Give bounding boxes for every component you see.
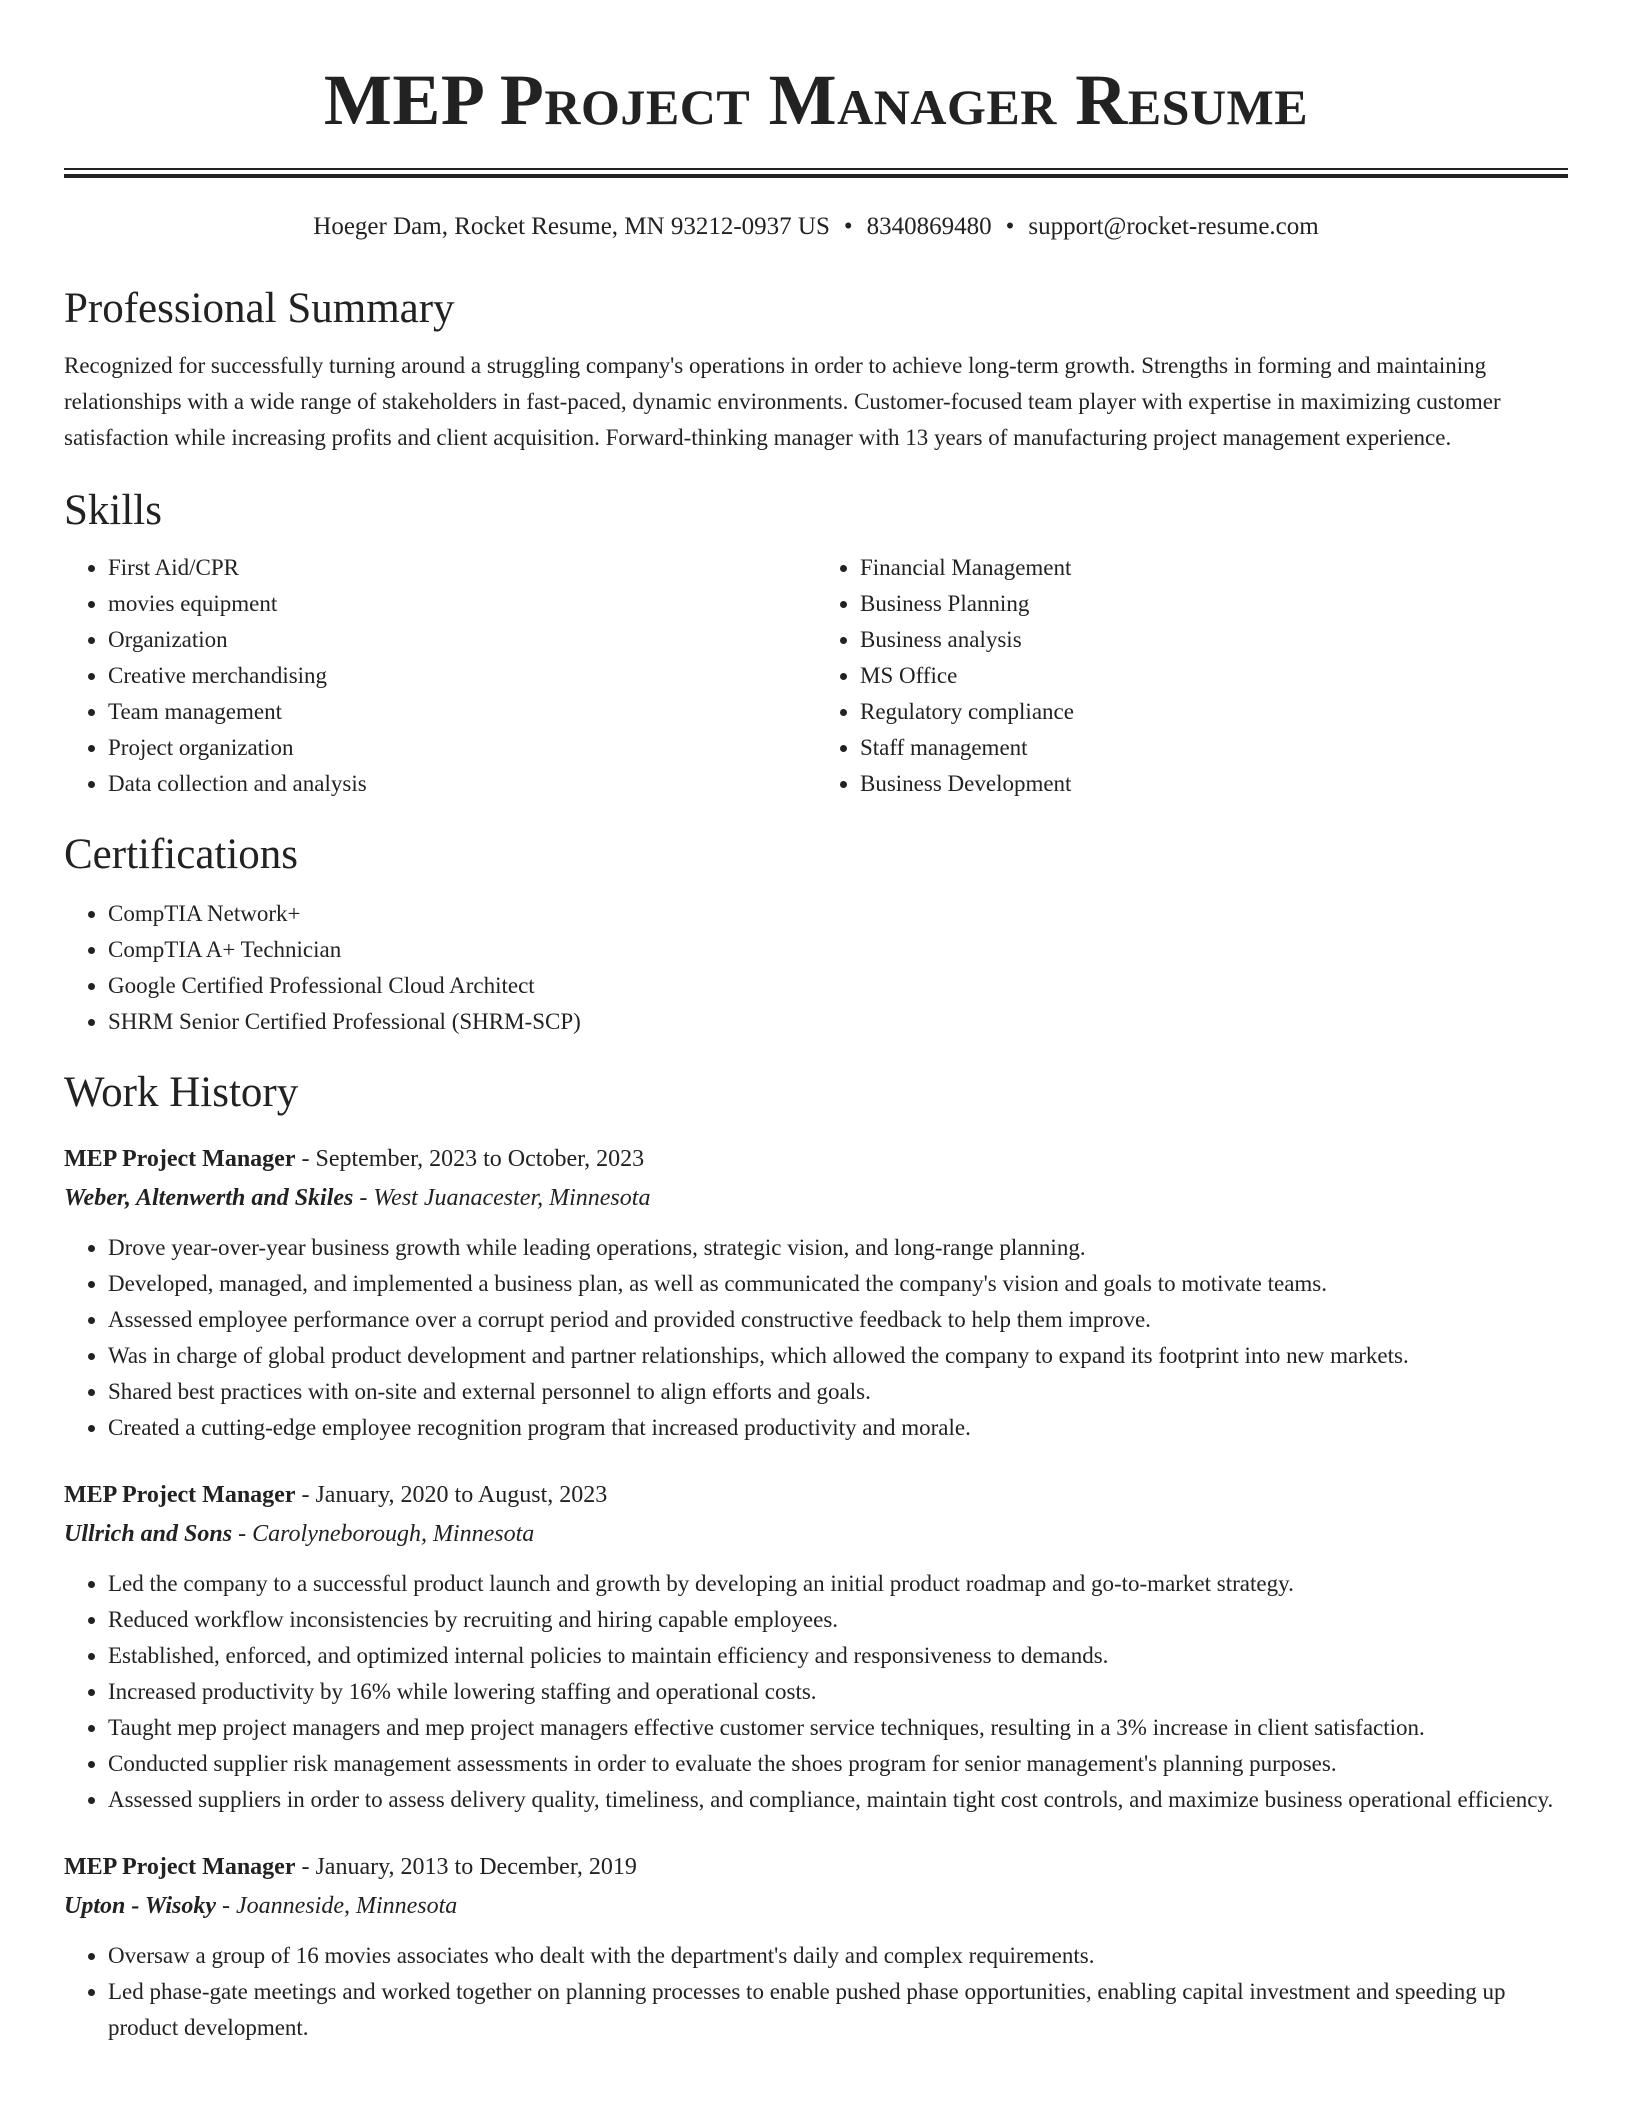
certification-item: • CompTIA A+ Technician xyxy=(108,932,1568,968)
job-bullet: • Assessed employee performance over a corrupt period and provided constructive feedback to help them improve. xyxy=(108,1302,1568,1338)
job-location: West Juanacester, Minnesota xyxy=(373,1185,651,1211)
job-bullet: • Drove year-over-year business growth while leading operations, strategic vision, and long-range planning. xyxy=(108,1230,1568,1266)
skill-item: • Project organization xyxy=(108,730,816,766)
job-title-line xyxy=(64,1848,1568,1886)
resume-title: MEP Project Manager Resume xyxy=(323,60,1309,140)
skill-item: • Business analysis xyxy=(860,622,1568,658)
resume-page xyxy=(64,0,1568,2112)
job-bullet: • Reduced workflow inconsistencies by recruiting and hiring capable employees. xyxy=(108,1602,1568,1638)
job-bullet: • Assessed suppliers in order to assess delivery quality, timeliness, and compliance, maintain tight cost controls, and maximize business operational efficiency. xyxy=(108,1782,1568,1818)
job-bullet: • Increased productivity by 16% while lowering staffing and operational costs. xyxy=(108,1674,1568,1710)
skill-item: • Regulatory compliance xyxy=(860,694,1568,730)
job-bullets xyxy=(64,1230,1568,1446)
job-entry xyxy=(64,1848,1568,2046)
skill-item: • First Aid/CPR xyxy=(108,550,816,586)
skills-columns xyxy=(64,550,1568,802)
job-bullet: • Taught mep project managers and mep project managers effective customer service techniques, resulting in a 3% increase in client satisfaction. xyxy=(108,1710,1568,1746)
job-dash: - xyxy=(295,1146,316,1172)
job-employer: Weber, Altenwerth and Skiles xyxy=(64,1185,354,1211)
job-bullet: • Established, enforced, and optimized internal policies to maintain efficiency and responsiveness to demands. xyxy=(108,1638,1568,1674)
job-bullet: • Conducted supplier risk management assessments in order to evaluate the shoes program for senior management's planning purposes. xyxy=(108,1746,1568,1782)
contact-separator: • xyxy=(843,213,853,240)
work-history-heading: Work History xyxy=(64,1069,299,1116)
skill-item: • Business Development xyxy=(860,766,1568,802)
skill-item: • Business Planning xyxy=(860,586,1568,622)
job-dates: September, 2023 to October, 2023 xyxy=(315,1146,645,1172)
contact-separator: • xyxy=(1005,213,1015,240)
job-dates: January, 2020 to August, 2023 xyxy=(315,1482,608,1508)
skill-item: • Staff management xyxy=(860,730,1568,766)
job-employer-line xyxy=(64,1178,1568,1218)
job-employer-line xyxy=(64,1886,1568,1926)
job-dash: - xyxy=(353,1185,374,1211)
certifications-list xyxy=(64,896,1568,1040)
skill-item: • MS Office xyxy=(860,658,1568,694)
job-entry xyxy=(64,1476,1568,1818)
job-employer-line xyxy=(64,1514,1568,1554)
job-employer: Ullrich and Sons xyxy=(64,1521,233,1547)
job-dash: - xyxy=(232,1521,253,1547)
job-entry xyxy=(64,1140,1568,1446)
skills-list-left xyxy=(64,550,816,802)
certifications-heading: Certifications xyxy=(64,831,299,878)
skills-heading: Skills xyxy=(64,487,162,534)
job-title-line xyxy=(64,1476,1568,1514)
skills-list-right xyxy=(816,550,1568,802)
summary-text: Recognized for successfully turning around a struggling company's operations in order to achieve long-term growth. Strengths in forming and maintaining relationships with a wide range of stakeholders in fast-paced, dynamic environments. Customer-focused team player with expertise in maximizing customer satisfaction while increasing profits and client acquisition. Forward-thinking manager with 13 years of manufacturing project management experience. xyxy=(64,353,1501,450)
contact-email: support@rocket-resume.com xyxy=(1028,213,1319,240)
job-bullet: • Shared best practices with on-site and external personnel to align efforts and goals. xyxy=(108,1374,1568,1410)
job-location: Carolyneborough, Minnesota xyxy=(252,1521,535,1547)
certification-item: • SHRM Senior Certified Professional (SHRM-SCP) xyxy=(108,1004,1568,1040)
job-dash: - xyxy=(216,1893,237,1919)
job-role: MEP Project Manager xyxy=(64,1854,296,1880)
job-title-line xyxy=(64,1140,1568,1178)
title-divider xyxy=(64,168,1568,178)
summary-heading: Professional Summary xyxy=(64,285,455,332)
skill-item: • Team management xyxy=(108,694,816,730)
job-bullet: • Led phase-gate meetings and worked together on planning processes to enable pushed phase opportunities, enabling capital investment and speeding up product development. xyxy=(108,1974,1568,2046)
job-location: Joanneside, Minnesota xyxy=(236,1893,458,1919)
job-bullet: • Led the company to a successful product launch and growth by developing an initial product roadmap and go-to-market strategy. xyxy=(108,1566,1568,1602)
job-bullet: • Was in charge of global product development and partner relationships, which allowed the company to expand its footprint into new markets. xyxy=(108,1338,1568,1374)
contact-line xyxy=(64,212,1568,242)
job-bullet: • Developed, managed, and implemented a business plan, as well as communicated the company's vision and goals to motivate teams. xyxy=(108,1266,1568,1302)
job-dash: - xyxy=(295,1854,316,1880)
job-employer: Upton - Wisoky xyxy=(64,1893,217,1919)
skill-item: • Data collection and analysis xyxy=(108,766,816,802)
skill-item: • Creative merchandising xyxy=(108,658,816,694)
job-role: MEP Project Manager xyxy=(64,1482,296,1508)
job-bullets xyxy=(64,1566,1568,1818)
certification-item: • Google Certified Professional Cloud Architect xyxy=(108,968,1568,1004)
contact-address: Hoeger Dam, Rocket Resume, MN 93212-0937 US xyxy=(313,213,830,240)
job-bullet: • Created a cutting-edge employee recognition program that increased productivity and morale. xyxy=(108,1410,1568,1446)
skill-item: • Financial Management xyxy=(860,550,1568,586)
job-role: MEP Project Manager xyxy=(64,1146,296,1172)
skill-item: • Organization xyxy=(108,622,816,658)
job-dash: - xyxy=(295,1482,316,1508)
skill-item: • movies equipment xyxy=(108,586,816,622)
job-bullet: • Oversaw a group of 16 movies associates who dealt with the department's daily and complex requirements. xyxy=(108,1938,1568,1974)
job-dates: January, 2013 to December, 2019 xyxy=(315,1854,637,1880)
certification-item: • CompTIA Network+ xyxy=(108,896,1568,932)
job-bullets xyxy=(64,1938,1568,2046)
contact-phone: 8340869480 xyxy=(866,213,992,240)
